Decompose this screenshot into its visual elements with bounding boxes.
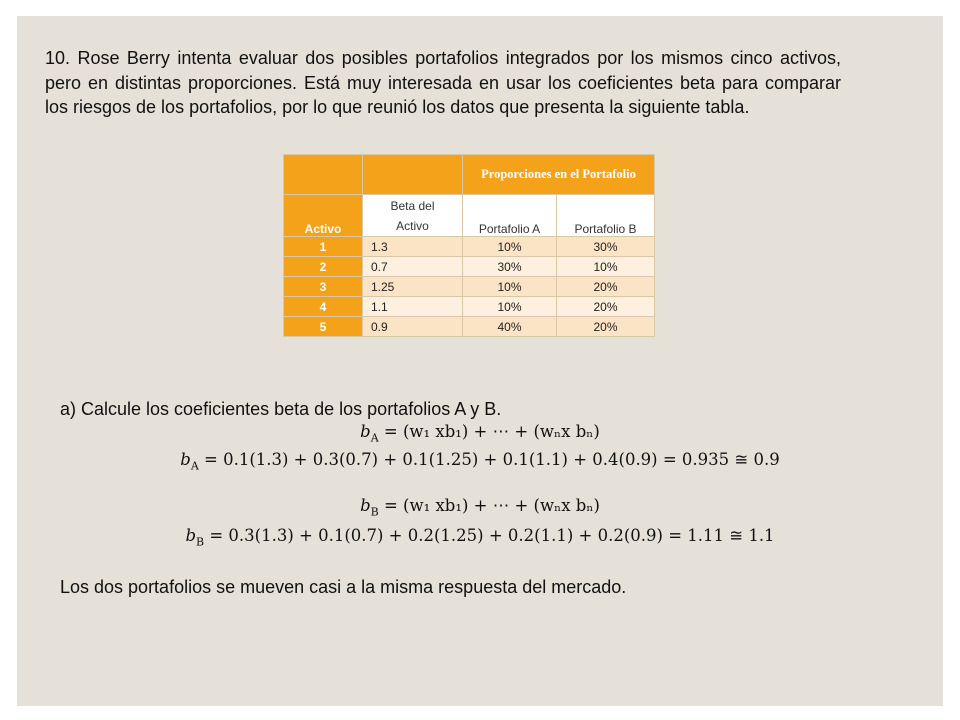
- table-row: [284, 257, 655, 277]
- row-beta: 0.9: [363, 317, 463, 337]
- row-a: 10%: [463, 297, 557, 317]
- table-row: [284, 277, 655, 297]
- row-beta: 0.7: [363, 257, 463, 277]
- row-a: 30%: [463, 257, 557, 277]
- col-beta-label: Beta del Activo: [390, 199, 435, 233]
- row-b: 20%: [557, 297, 655, 317]
- row-b: 10%: [557, 257, 655, 277]
- equation-a-calc: $b_A = 0.1(1.3) + 0.3(0.7) + 0.1(1.25) + 0.1(1.1) + 0.4(0.9) = 0.935$ ≅ 0.9: [180, 450, 780, 473]
- problem-statement: 10. Rose Berry intenta evaluar dos posibles portafolios integrados por los mismos cinco activos, pero en distintas proporciones. Está muy interesada en usar los coeficientes beta para comparar los riesgos de los portafolios, por lo que reunió los datos que presenta la siguiente tabla.: [45, 48, 841, 117]
- equation-b-general: $b_B = (w_1$ xb₁) + ⋯ + (wₙx bₙ): [360, 496, 600, 519]
- equation-a-general: $b_A = (w_1$ xb₁) + ⋯ + (wₙx bₙ): [360, 422, 600, 445]
- col-beta: [363, 195, 463, 237]
- row-a: 10%: [463, 237, 557, 257]
- header-proporciones: Proporciones en el Portafolio: [463, 155, 655, 195]
- col-activo: Activo: [284, 195, 363, 237]
- row-b: 30%: [557, 237, 655, 257]
- table-row: [284, 297, 655, 317]
- row-activo: 2: [284, 257, 363, 277]
- header-empty-2: [363, 155, 463, 195]
- row-activo: 3: [284, 277, 363, 297]
- row-b: 20%: [557, 277, 655, 297]
- question-a: a) Calcule los coeficientes beta de los portafolios A y B.: [60, 399, 502, 419]
- row-beta: 1.1: [363, 297, 463, 317]
- equation-a-calc-rhs: = 0.1(1.3) + 0.3(0.7) + 0.1(1.25) + 0.1(1.1) + 0.4(0.9) = 0.935 ≅ 0.9: [204, 450, 780, 469]
- conclusion: Los dos portafolios se mueven casi a la misma respuesta del mercado.: [60, 577, 627, 597]
- row-a: 10%: [463, 277, 557, 297]
- row-activo: 4: [284, 297, 363, 317]
- equation-b-calc-rhs: = 0.3(1.3) + 0.1(0.7) + 0.2(1.25) + 0.2(1.1) + 0.2(0.9) = 1.11 ≅ 1.1: [209, 526, 775, 545]
- header-empty-1: [284, 155, 363, 195]
- row-beta: 1.25: [363, 277, 463, 297]
- portfolio-table: [283, 154, 655, 337]
- row-a: 40%: [463, 317, 557, 337]
- table-header-row: [284, 155, 655, 195]
- table-subheader-row: [284, 195, 655, 237]
- col-portafolio-b: Portafolio B: [557, 195, 655, 237]
- equation-b-general-rhs: = (w₁ xb₁) + ⋯ + (wₙx bₙ): [383, 496, 600, 515]
- row-b: 20%: [557, 317, 655, 337]
- row-activo: 1: [284, 237, 363, 257]
- equation-a-general-rhs: = (w₁ xb₁) + ⋯ + (wₙx bₙ): [383, 422, 600, 441]
- slide: [17, 16, 943, 706]
- equation-b-calc: $b_B = 0.3(1.3) + 0.1(0.7) + 0.2(1.25) + 0.2(1.1) + 0.2(0.9) = 1.11$ ≅ 1.1: [185, 526, 775, 549]
- row-beta: 1.3: [363, 237, 463, 257]
- row-activo: 5: [284, 317, 363, 337]
- table-row: [284, 237, 655, 257]
- col-portafolio-a: Portafolio A: [463, 195, 557, 237]
- table-row: [284, 317, 655, 337]
